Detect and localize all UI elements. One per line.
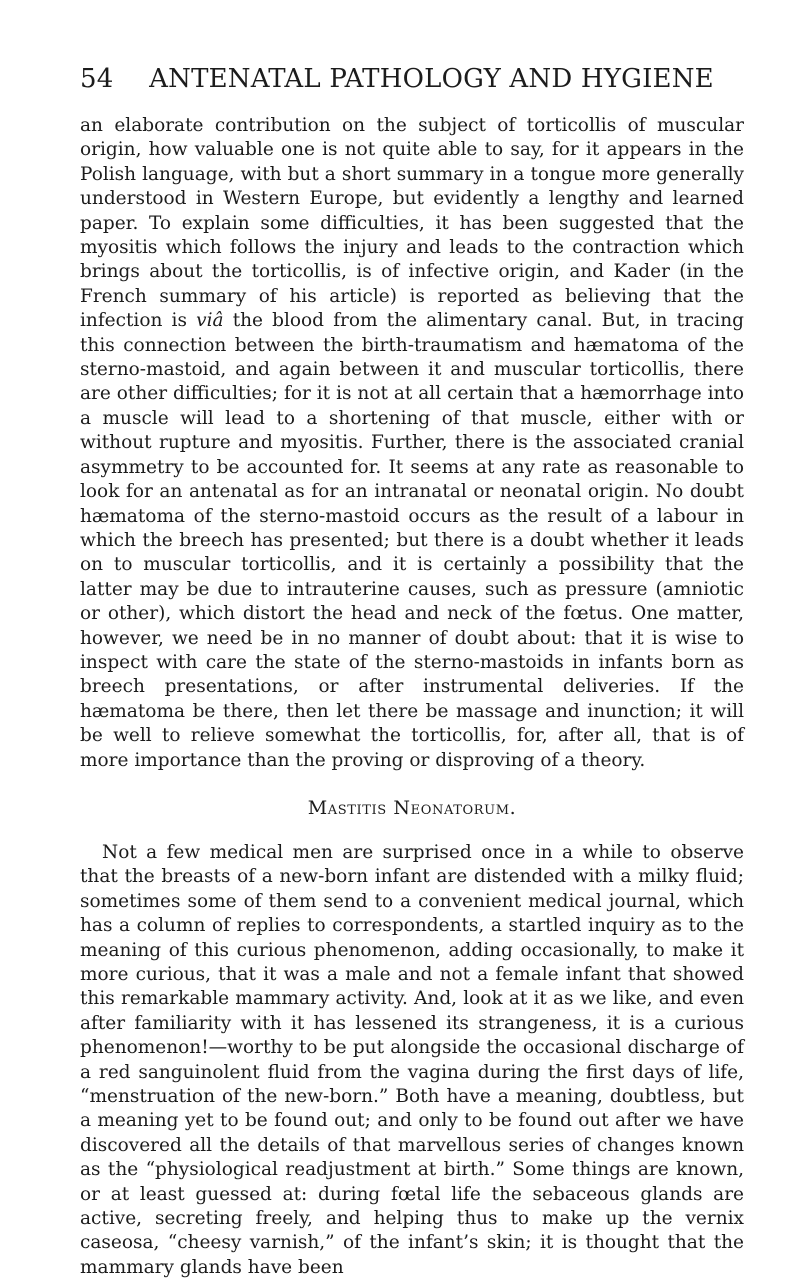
body-text (80, 114, 744, 1280)
italic-term: viâ (196, 310, 224, 332)
paragraph-text: an elaborate contribution on the subject of torticollis of muscular origin, how valuable one is not quite able to say, for it appears in the Polish language, with but a short summary in a tongue more generally understood in Western Europe, but evidently a lengthy and learned paper. To explain some difficulties, it has been suggested that the myositis which follows the injury and leads to the contraction which brings about the torticollis, is of infective origin, and Kader (in the French summary of his article) is reported as believing that the infection is (80, 115, 744, 332)
paragraph-torticollis (80, 114, 744, 773)
section-heading: Mastitis Neonatorum. (307, 796, 517, 819)
paragraph-mastitis: Not a few medical men are surprised once in a while to observe that the breasts of a new-born infant are distended with a milky fluid; sometimes some of them send to a convenient medical journal, which has a column of replies to correspondents, a startled inquiry as to the meaning of this curious phenomenon, adding occasionally, to make it more curious, that it was a male and not a female infant that showed this remarkable mammary activity. And, look at it as we like, and even after familiarity with it has lessened its strangeness, it is a curious phenomenon!—worthy to be put alongside the occasional discharge of a red sanguinolent fluid from the vagina during the first days of life, “menstruation of the new-born.” Both have a meaning, doubtless, but a meaning yet to be found out; and only to be found out after we have discovered all the details of that marvellous series of changes known as the “physiological readjustment at birth.” Some things are known, or at least guessed at: during fœtal life the sebaceous glands are active, secreting freely, and helping thus to make up the vernix caseosa, “cheesy varnish,” of the infant’s skin; it is thought that the mammary glands have been (80, 841, 744, 1278)
paragraph-text: the blood from the alimentary canal. But, in tracing this connection between the birth-traumatism and hæmatoma of the sterno-mastoid, and again between it and muscular torticollis, there are other difficulties; for it is not at all certain that a hæmorrhage into a muscle will lead to a shortening of that muscle, either with or without rupture and myositis. Further, there is the associated cranial asymmetry to be accounted for. It seems at any rate as reasonable to look for an antenatal as for an intranatal or neonatal origin. No doubt hæmatoma of the sterno-mastoid occurs as the result of a labour in which the breech has presented; but there is a doubt whether it leads on to muscular torticollis, and it is certainly a possibility that the latter may be due to intrauterine causes, such as pressure (amniotic or other), which distort the head and neck of the fœtus. One matter, however, we need be in no manner of doubt about: that it is wise to inspect with care the state of the sterno-mastoids in infants born as breech presentations, or after instrumental deliveries. If the hæmatoma be there, then let there be massage and inunction; it will be well to relieve somewhat the torticollis, for, after all, that is of more importance than the proving or disproving of a theory. (80, 310, 744, 771)
page-number: 54 (80, 64, 114, 94)
running-title: ANTENATAL PATHOLOGY AND HYGIENE (149, 64, 714, 94)
running-head (80, 62, 740, 96)
